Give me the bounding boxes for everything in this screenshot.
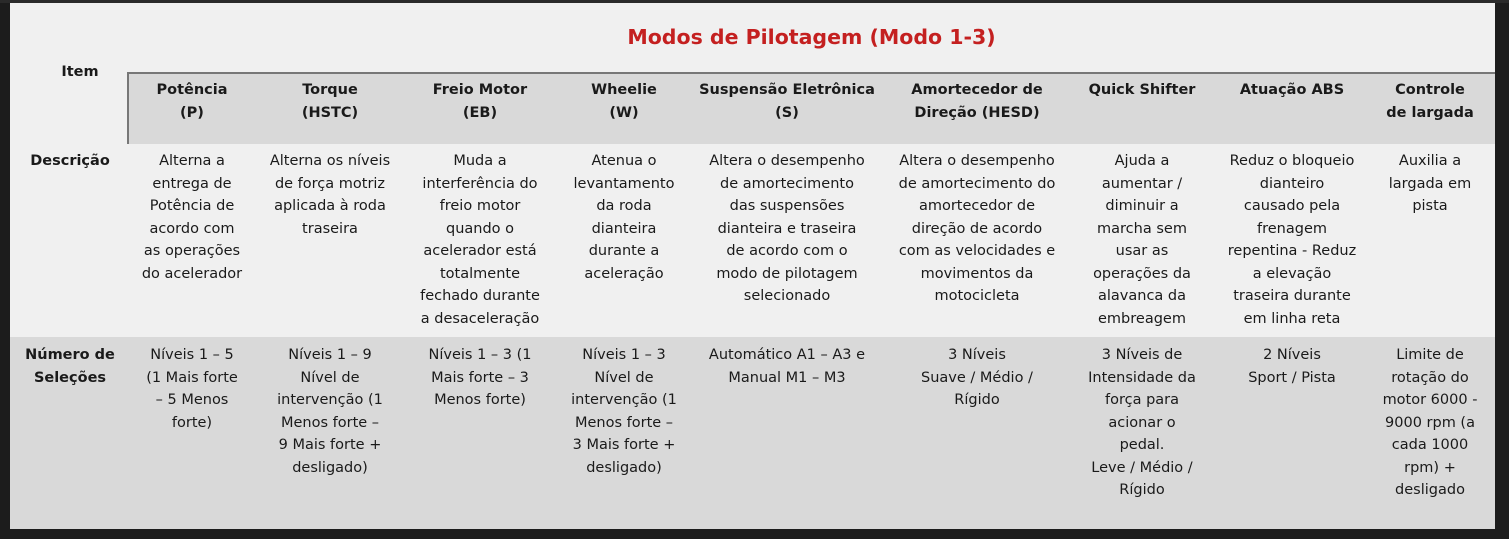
column-header-quick-shifter: Quick Shifter: [1088, 82, 1196, 98]
description-cell: Atenua o levantamento da roda dianteira durante a aceleração: [573, 153, 675, 282]
selections-cell: 3 Níveis de Intensidade da força para acionar o pedal. Leve / Médio / Rígido: [1088, 347, 1196, 498]
description-cell: Auxilia a largada em pista: [1388, 153, 1472, 214]
selections-cell: Automático A1 – A3 e Manual M1 – M3: [708, 347, 866, 386]
description-cell: Altera o desempenho de amortecimento do amortecedor de direção de acordo com as velocidades e movimentos da motocicleta: [898, 153, 1056, 304]
column-header-freio-motor: Freio Motor (EB): [432, 82, 528, 121]
column-header-wheelie: Wheelie (W): [591, 82, 657, 121]
description-cell: Alterna a entrega de Potência de acordo com as operações do acelerador: [141, 153, 243, 282]
column-header-controle-largada: Controle de largada: [1386, 82, 1474, 121]
selections-cell: Níveis 1 – 3 Nível de intervenção (1 Menos forte – 3 Mais forte + desligado): [571, 347, 677, 476]
description-cell: Alterna os níveis de força motriz aplicada à roda traseira: [269, 153, 391, 237]
selections-cell: 2 Níveis Sport / Pista: [1248, 347, 1336, 386]
row-label-numero-selecoes: Número de Seleções: [25, 347, 115, 386]
description-cell: Ajuda a aumentar / diminuir a marcha sem usar as operações da alavanca da embreagem: [1093, 153, 1191, 327]
row-label-descricao: Descrição: [30, 153, 110, 169]
header-left-rule: [127, 72, 129, 144]
column-header-abs: Atuação ABS: [1239, 82, 1345, 98]
item-header: Item: [61, 64, 99, 80]
description-cell: Muda a interferência do freio motor quando o acelerador está totalmente fechado durante a desaceleração: [420, 153, 540, 327]
selections-cell: Níveis 1 – 9 Nível de intervenção (1 Menos forte – 9 Mais forte + desligado): [277, 347, 383, 476]
slide: [10, 3, 1495, 529]
description-cell: Altera o desempenho de amortecimento das suspensões dianteira e traseira de acordo com o modo de pilotagem selecionado: [709, 153, 865, 304]
selections-cell: Níveis 1 – 5 (1 Mais forte – 5 Menos forte): [146, 347, 238, 431]
selections-cell: Níveis 1 – 3 (1 Mais forte – 3 Menos forte): [428, 347, 532, 408]
column-header-suspensao: Suspensão Eletrônica (S): [699, 82, 875, 121]
table-title: Modos de Pilotagem (Modo 1-3): [627, 25, 996, 49]
description-cell: Reduz o bloqueio dianteiro causado pela frenagem repentina - Reduz a elevação traseira durante em linha reta: [1227, 153, 1357, 327]
column-header-amortecedor: Amortecedor de Direção (HESD): [911, 82, 1043, 121]
selections-cell: Limite de rotação do motor 6000 - 9000 rpm (a cada 1000 rpm) + desligado: [1382, 347, 1478, 498]
selections-cell: 3 Níveis Suave / Médio / Rígido: [921, 347, 1033, 408]
column-header-torque: Torque (HSTC): [301, 82, 359, 121]
header-top-rule: [128, 72, 1495, 74]
column-header-potencia: Potência (P): [156, 82, 228, 121]
